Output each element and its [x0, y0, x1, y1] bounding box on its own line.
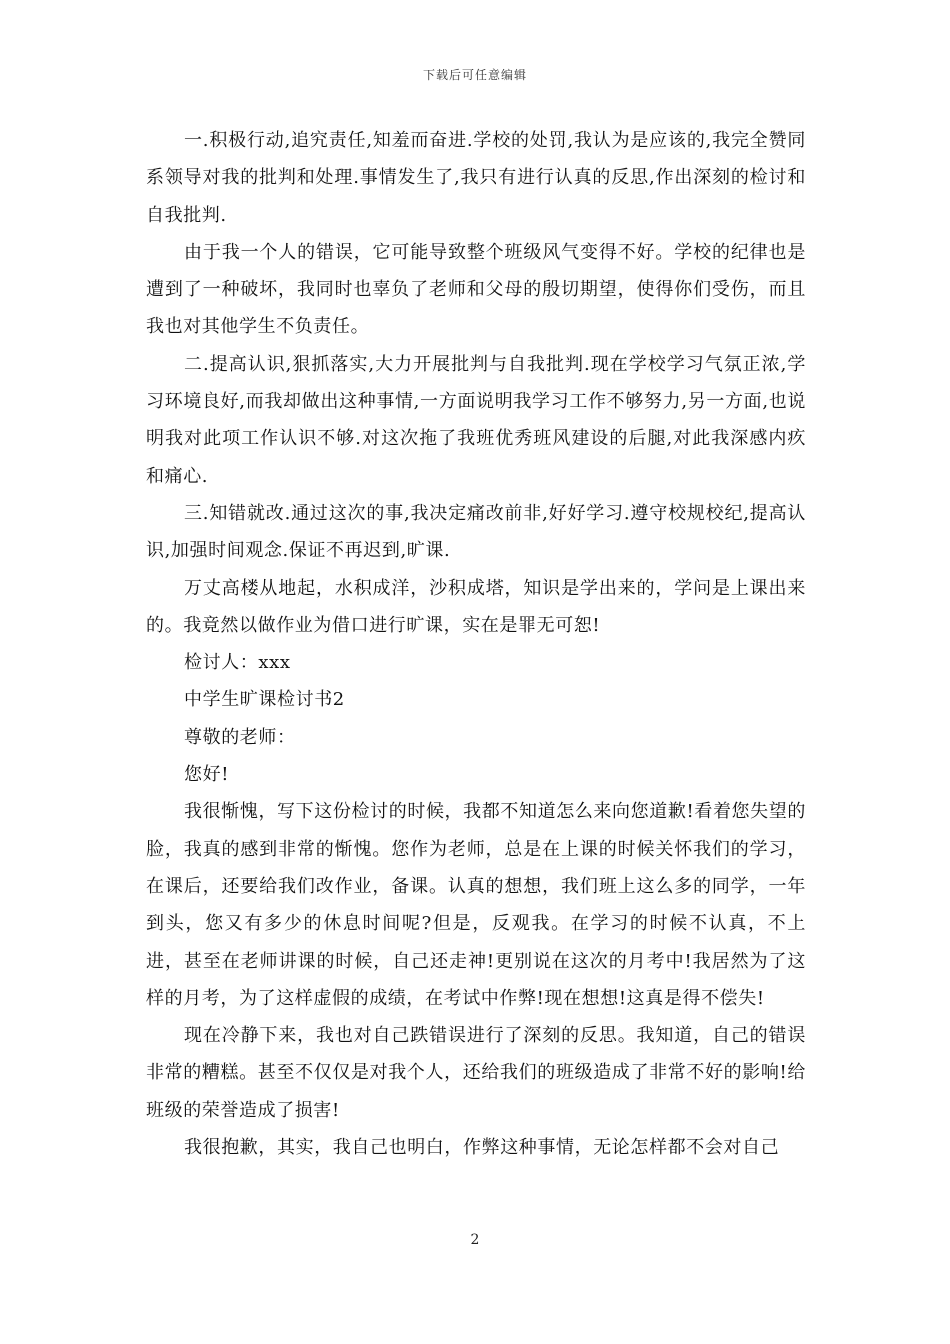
paragraph-3: 二.提高认识,狠抓落实,大力开展批判与自我批判.现在学校学习气氛正浓,学习环境良好,而我却做出这种事情,一方面说明我学习工作不够努力,另一方面,也说明我对此项工作认识不够.对这次拖了我班优秀班风建设的后腿,对此我深感内疚和痛心. [146, 353, 806, 487]
paragraph-5: 万丈高楼从地起，水积成洋，沙积成塔，知识是学出来的，学问是上课出来的。我竟然以做作业为借口进行旷课，实在是罪无可恕! [146, 577, 806, 636]
paragraph-2: 由于我一个人的错误，它可能导致整个班级风气变得不好。学校的纪律也是遭到了一种破坏，我同时也辜负了老师和父母的殷切期望，使得你们受伤，而且我也对其他学生不负责任。 [146, 241, 806, 338]
salutation: 尊敬的老师： [184, 726, 296, 748]
section-title: 中学生旷课检讨书2 [184, 689, 345, 711]
paragraph-8: 我很抱歉，其实，我自己也明白，作弊这种事情，无论怎样都不会对自己 [184, 1137, 780, 1159]
greeting: 您好! [184, 764, 230, 786]
paragraph-6: 我很惭愧，写下这份检讨的时候，我都不知道怎么来向您道歉!看着您失望的脸，我真的感到非常的惭愧。您作为老师，总是在上课的时候关怀我们的学习，在课后，还要给我们改作业，备课。认真的想想，我们班上这么多的同学，一年到头，您又有多少的休息时间呢?但是，反观我。在学习的时候不认真，不上进，甚至在老师讲课的时候，自己还走神!更别说在这次的月考中!我居然为了这样的月考，为了这样虚假的成绩，在考试中作弊!现在想想!这真是得不偿失! [146, 801, 806, 1009]
page-header: 下载后可任意编辑 [422, 68, 527, 82]
page-number: 2 [470, 1232, 480, 1248]
document-body [146, 122, 806, 1166]
paragraph-7: 现在冷静下来，我也对自己跌错误进行了深刻的反思。我知道，自己的错误非常的糟糕。甚至不仅仅是对我个人，还给我们的班级造成了非常不好的影响!给班级的荣誉造成了损害! [146, 1025, 806, 1121]
paragraph-4: 三.知错就改.通过这次的事,我决定痛改前非,好好学习.遵守校规校纪,提高认识,加强时间观念.保证不再迟到,旷课. [146, 502, 806, 562]
paragraph-1: 一.积极行动,追究责任,知羞而奋进.学校的处罚,我认为是应该的,我完全赞同系领导对我的批判和处理.事情发生了,我只有进行认真的反思,作出深刻的检讨和自我批判. [146, 130, 806, 226]
signature-line: 检讨人：xxx [184, 652, 291, 674]
